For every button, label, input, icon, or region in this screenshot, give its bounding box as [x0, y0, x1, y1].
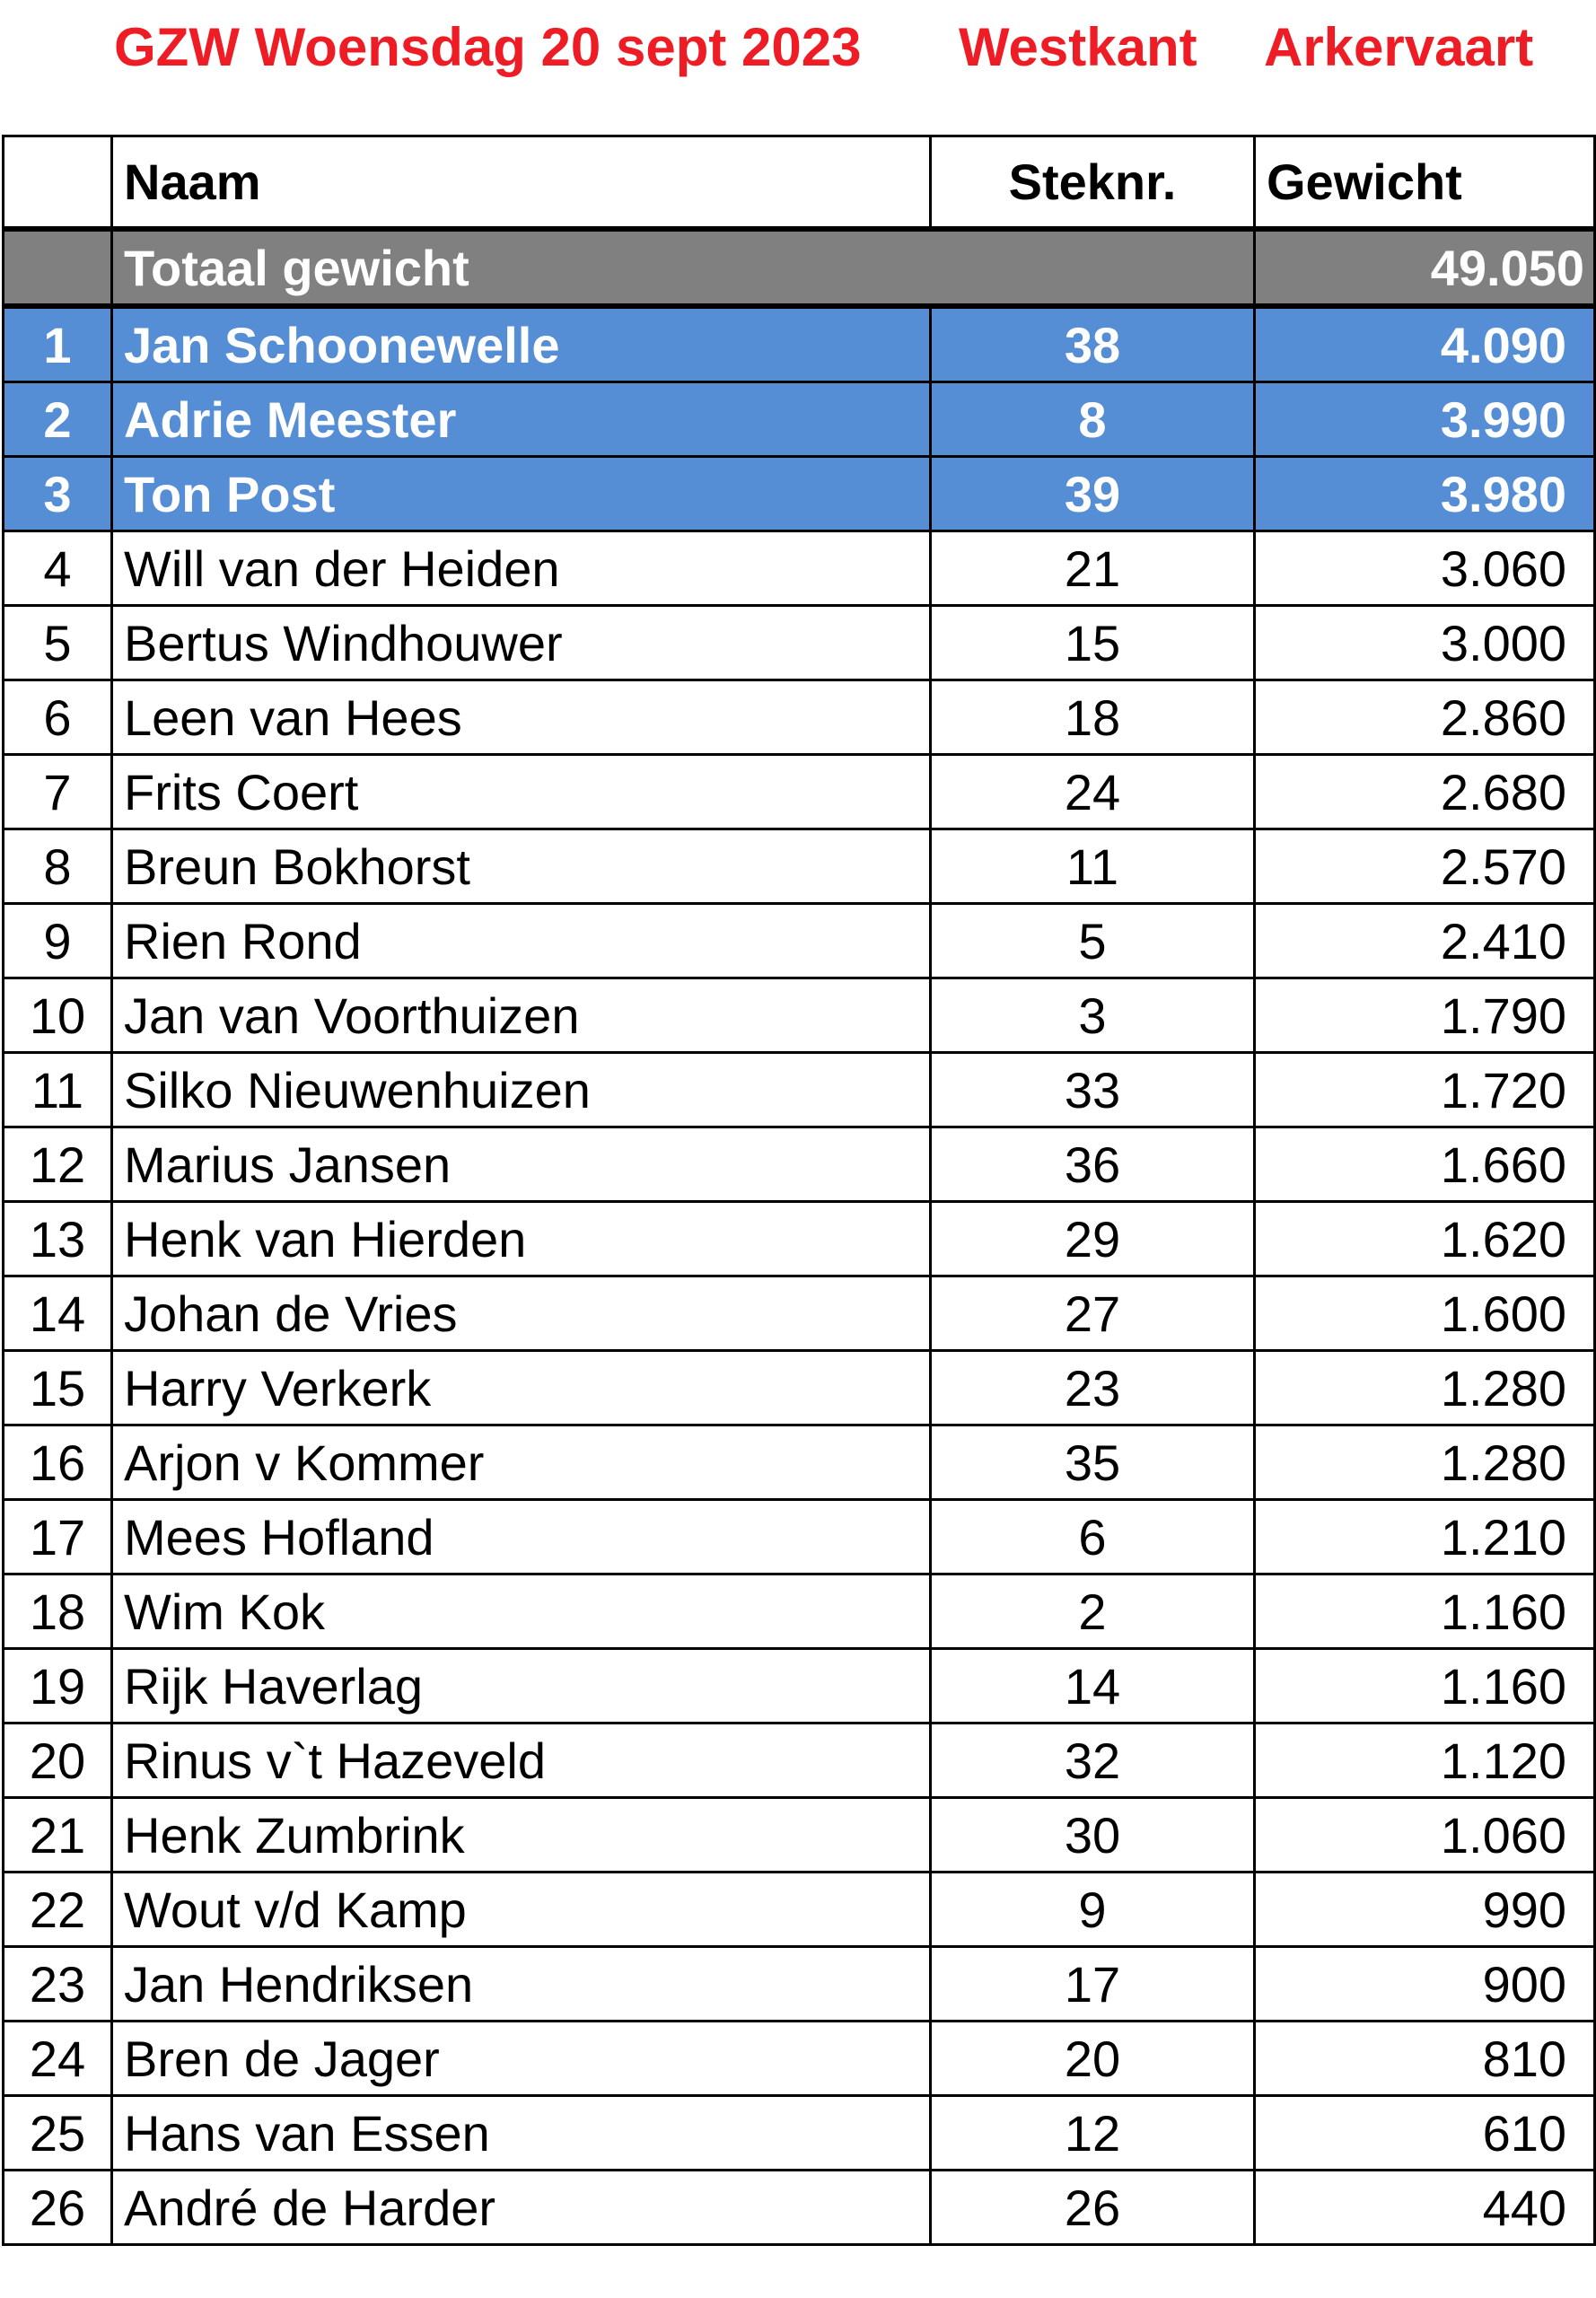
table-row [4, 306, 1595, 382]
rank-cell: 16 [4, 1425, 112, 1500]
gewicht-cell: 4.090 [1255, 306, 1595, 382]
table-row [4, 2096, 1595, 2171]
steknr-cell: 6 [931, 1500, 1255, 1574]
gewicht-cell: 3.000 [1255, 606, 1595, 680]
gewicht-cell: 1.160 [1255, 1649, 1595, 1724]
steknr-cell: 24 [931, 755, 1255, 829]
steknr-cell: 15 [931, 606, 1255, 680]
rank-cell: 14 [4, 1276, 112, 1351]
table-row [4, 2171, 1595, 2245]
table-row [4, 1649, 1595, 1724]
gewicht-cell: 1.790 [1255, 978, 1595, 1053]
steknr-cell: 39 [931, 457, 1255, 531]
name-cell: Arjon v Kommer [112, 1425, 931, 1500]
table-row [4, 1276, 1595, 1351]
table-row [4, 606, 1595, 680]
steknr-cell: 12 [931, 2096, 1255, 2171]
table-row [4, 382, 1595, 457]
title-side: Westkant [959, 17, 1197, 77]
gewicht-cell: 1.620 [1255, 1202, 1595, 1276]
rank-cell: 18 [4, 1574, 112, 1649]
rank-cell: 26 [4, 2171, 112, 2245]
gewicht-cell: 900 [1255, 1947, 1595, 2022]
gewicht-cell: 1.120 [1255, 1724, 1595, 1798]
name-cell: Adrie Meester [112, 382, 931, 457]
table-row [4, 1798, 1595, 1873]
title-event: GZW Woensdag 20 sept 2023 [114, 17, 862, 77]
steknr-cell: 30 [931, 1798, 1255, 1873]
gewicht-cell: 1.210 [1255, 1500, 1595, 1574]
gewicht-cell: 1.720 [1255, 1053, 1595, 1127]
table-row [4, 1053, 1595, 1127]
name-cell: Henk Zumbrink [112, 1798, 931, 1873]
gewicht-cell: 3.060 [1255, 531, 1595, 606]
gewicht-cell: 1.280 [1255, 1425, 1595, 1500]
rank-cell: 19 [4, 1649, 112, 1724]
steknr-cell: 32 [931, 1724, 1255, 1798]
rank-cell: 3 [4, 457, 112, 531]
steknr-cell: 38 [931, 306, 1255, 382]
name-cell: Hans van Essen [112, 2096, 931, 2171]
name-cell: Bren de Jager [112, 2022, 931, 2096]
rank-cell: 9 [4, 904, 112, 978]
name-cell: Mees Hofland [112, 1500, 931, 1574]
rank-cell: 22 [4, 1873, 112, 1947]
rank-cell: 25 [4, 2096, 112, 2171]
gewicht-cell: 3.990 [1255, 382, 1595, 457]
table-row [4, 2022, 1595, 2096]
table-row [4, 1351, 1595, 1425]
steknr-cell: 3 [931, 978, 1255, 1053]
table-row [4, 1500, 1595, 1574]
gewicht-cell: 610 [1255, 2096, 1595, 2171]
gewicht-cell: 1.160 [1255, 1574, 1595, 1649]
rank-cell: 7 [4, 755, 112, 829]
gewicht-cell: 1.660 [1255, 1127, 1595, 1202]
steknr-cell: 20 [931, 2022, 1255, 2096]
rank-cell: 5 [4, 606, 112, 680]
table-row [4, 1947, 1595, 2022]
table-row [4, 457, 1595, 531]
table-row [4, 755, 1595, 829]
steknr-cell: 18 [931, 680, 1255, 755]
header-rank [4, 136, 112, 230]
rank-cell: 8 [4, 829, 112, 904]
table-row [4, 680, 1595, 755]
rank-cell: 17 [4, 1500, 112, 1574]
name-cell: Harry Verkerk [112, 1351, 931, 1425]
table-row [4, 1724, 1595, 1798]
steknr-cell: 21 [931, 531, 1255, 606]
steknr-cell: 35 [931, 1425, 1255, 1500]
name-cell: Wout v/d Kamp [112, 1873, 931, 1947]
rank-cell: 11 [4, 1053, 112, 1127]
gewicht-cell: 2.860 [1255, 680, 1595, 755]
table-header-row [4, 136, 1595, 230]
name-cell: Rinus v`t Hazeveld [112, 1724, 931, 1798]
table-row [4, 1202, 1595, 1276]
rank-cell: 20 [4, 1724, 112, 1798]
name-cell: Leen van Hees [112, 680, 931, 755]
results-table [2, 135, 1596, 2246]
table-row [4, 1425, 1595, 1500]
table-row [4, 829, 1595, 904]
rank-cell: 23 [4, 1947, 112, 2022]
gewicht-cell: 2.680 [1255, 755, 1595, 829]
gewicht-cell: 2.570 [1255, 829, 1595, 904]
gewicht-cell: 440 [1255, 2171, 1595, 2245]
name-cell: Breun Bokhorst [112, 829, 931, 904]
steknr-cell: 33 [931, 1053, 1255, 1127]
name-cell: Wim Kok [112, 1574, 931, 1649]
total-label: Totaal gewicht [112, 229, 1255, 306]
name-cell: Jan van Voorthuizen [112, 978, 931, 1053]
title-location: Arkervaart [1264, 17, 1534, 77]
name-cell: Silko Nieuwenhuizen [112, 1053, 931, 1127]
name-cell: André de Harder [112, 2171, 931, 2245]
gewicht-cell: 990 [1255, 1873, 1595, 1947]
steknr-cell: 9 [931, 1873, 1255, 1947]
rank-cell: 2 [4, 382, 112, 457]
rank-cell: 15 [4, 1351, 112, 1425]
name-cell: Marius Jansen [112, 1127, 931, 1202]
gewicht-cell: 1.600 [1255, 1276, 1595, 1351]
steknr-cell: 2 [931, 1574, 1255, 1649]
total-row [4, 229, 1595, 306]
rank-cell: 4 [4, 531, 112, 606]
rank-cell: 10 [4, 978, 112, 1053]
rank-cell: 1 [4, 306, 112, 382]
name-cell: Henk van Hierden [112, 1202, 931, 1276]
name-cell: Bertus Windhouwer [112, 606, 931, 680]
header-name: Naam [112, 136, 931, 230]
rank-cell: 6 [4, 680, 112, 755]
table-row [4, 531, 1595, 606]
gewicht-cell: 810 [1255, 2022, 1595, 2096]
gewicht-cell: 1.280 [1255, 1351, 1595, 1425]
name-cell: Rijk Haverlag [112, 1649, 931, 1724]
total-value: 49.050 [1255, 229, 1595, 306]
table-row [4, 978, 1595, 1053]
name-cell: Will van der Heiden [112, 531, 931, 606]
steknr-cell: 36 [931, 1127, 1255, 1202]
rank-cell: 21 [4, 1798, 112, 1873]
table-row [4, 1127, 1595, 1202]
name-cell: Rien Rond [112, 904, 931, 978]
steknr-cell: 8 [931, 382, 1255, 457]
steknr-cell: 23 [931, 1351, 1255, 1425]
name-cell: Jan Schoonewelle [112, 306, 931, 382]
rank-cell: 24 [4, 2022, 112, 2096]
page-title [0, 7, 1596, 88]
gewicht-cell: 1.060 [1255, 1798, 1595, 1873]
gewicht-cell: 3.980 [1255, 457, 1595, 531]
name-cell: Frits Coert [112, 755, 931, 829]
rank-cell: 12 [4, 1127, 112, 1202]
header-steknr: Steknr. [931, 136, 1255, 230]
total-rank-cell [4, 229, 112, 306]
header-gewicht: Gewicht [1255, 136, 1595, 230]
table-row [4, 904, 1595, 978]
name-cell: Jan Hendriksen [112, 1947, 931, 2022]
gewicht-cell: 2.410 [1255, 904, 1595, 978]
steknr-cell: 17 [931, 1947, 1255, 2022]
steknr-cell: 11 [931, 829, 1255, 904]
steknr-cell: 27 [931, 1276, 1255, 1351]
name-cell: Ton Post [112, 457, 931, 531]
steknr-cell: 5 [931, 904, 1255, 978]
table-row [4, 1873, 1595, 1947]
table-row [4, 1574, 1595, 1649]
rank-cell: 13 [4, 1202, 112, 1276]
steknr-cell: 29 [931, 1202, 1255, 1276]
steknr-cell: 14 [931, 1649, 1255, 1724]
steknr-cell: 26 [931, 2171, 1255, 2245]
name-cell: Johan de Vries [112, 1276, 931, 1351]
